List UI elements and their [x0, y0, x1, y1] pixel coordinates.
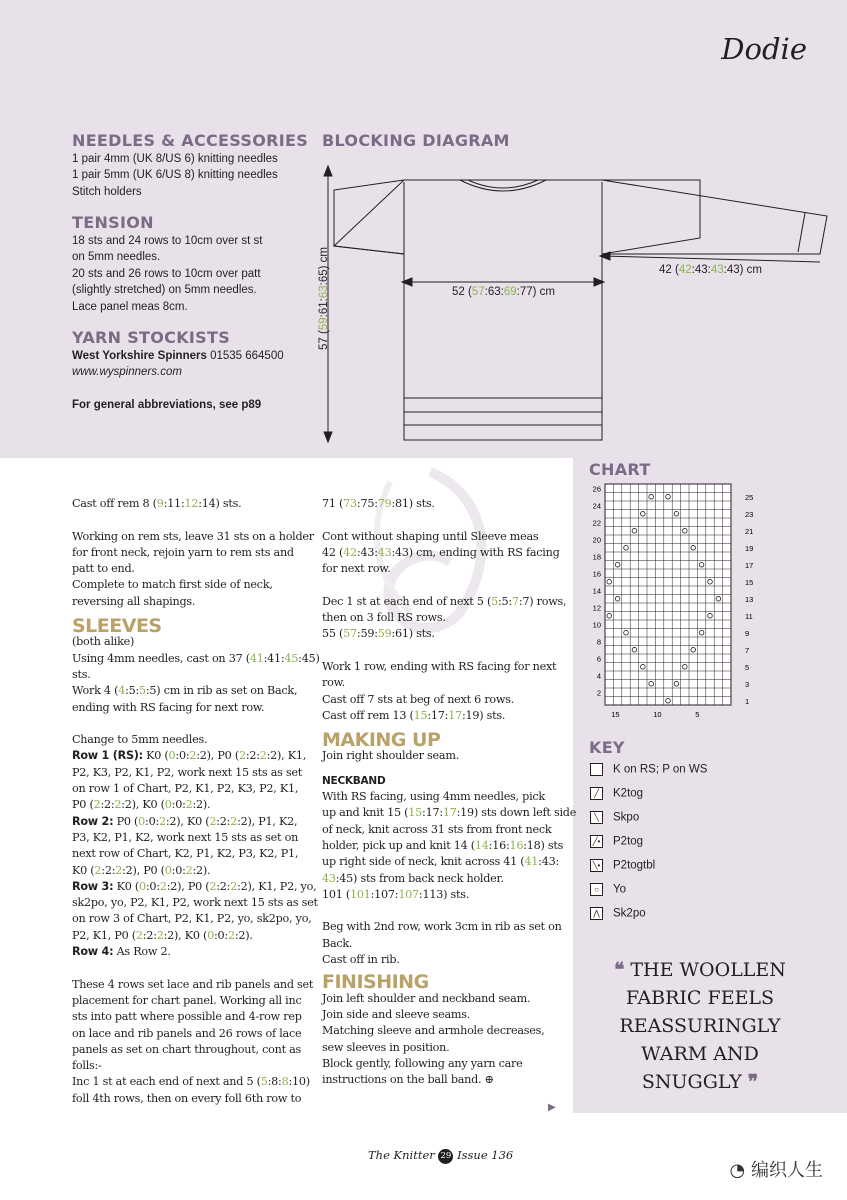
- chart-row-label: 17: [745, 560, 754, 570]
- empty-icon: [590, 763, 603, 776]
- text-line: P2, K1, P0 (2:2:2:2), K0 (0:0:2:2).: [72, 928, 253, 942]
- needles-list: [72, 151, 278, 200]
- text-line: Matching sleeve and armhole decreases,: [322, 1024, 545, 1038]
- yarn-company: West Yorkshire Spinners: [72, 350, 207, 362]
- text-line: 42 (42:43:43:43) cm, ending with RS facing: [322, 545, 560, 559]
- key-item-skpo: [590, 811, 639, 824]
- text-line: Work 4 (4:5:5:5) cm in rib as set on Back,: [72, 684, 298, 698]
- text-line: Row 4: As Row 2.: [72, 945, 171, 959]
- chart-col-label: 15: [611, 710, 620, 719]
- chart-col-label: 5: [695, 710, 700, 719]
- key-label: Yo: [613, 883, 627, 896]
- abbrev-note: For general abbreviations, see p89: [72, 399, 262, 411]
- text-line: Cont without shaping until Sleeve meas: [322, 529, 539, 543]
- chart-row-label: 8: [596, 637, 601, 647]
- text-line: Inc 1 st at each end of next and 5 (5:8:8:10): [72, 1075, 310, 1089]
- key-item-sk2po: [590, 907, 646, 920]
- text-line: instructions on the ball band. ⊕: [322, 1073, 494, 1087]
- k2tog-icon: ╱: [590, 787, 603, 800]
- sweater-outline: [334, 180, 827, 440]
- chart-row-label: 7: [745, 645, 750, 655]
- page-footer: [368, 1148, 513, 1164]
- tension-line: (slightly stretched) on 5mm needles.: [72, 284, 257, 297]
- paragraph: [72, 977, 320, 1107]
- finishing-heading: FINISHING: [322, 971, 429, 994]
- text-line: on row 3 of Chart, P2, K1, P2, yo, sk2po, yo,: [72, 912, 312, 926]
- key-label: P2tog: [613, 835, 644, 848]
- text-line: sew sleeves in position.: [322, 1040, 450, 1054]
- text-line: Row 3: K0 (0:0:2:2), P0 (2:2:2:2), K1, P2, yo,: [72, 879, 317, 893]
- needles-heading: NEEDLES & ACCESSORIES: [72, 131, 309, 150]
- chart-row-label: 26: [592, 484, 601, 494]
- chart-row-label: 18: [592, 552, 601, 562]
- sleeves-sub: (both alike): [72, 635, 135, 649]
- text-line: of neck, knit across 31 sts from front neck: [322, 822, 552, 836]
- text-line: then on 3 foll RS rows.: [322, 611, 446, 625]
- text-line: These 4 rows set lace and rib panels and set: [72, 977, 314, 991]
- text-line: Beg with 2nd row, work 3cm in rib as set on: [322, 920, 562, 934]
- blocking-diagram: [300, 150, 840, 450]
- text-line: row.: [322, 676, 345, 690]
- paragraph: [322, 789, 576, 903]
- key-label: Sk2po: [613, 907, 646, 920]
- chart-row-label: 16: [592, 569, 601, 579]
- text-line: P2, K3, P2, K1, P2, work next 15 sts as set: [72, 765, 303, 779]
- blocking-heading: BLOCKING DIAGRAM: [322, 131, 510, 150]
- text-line: Complete to match first side of neck,: [72, 578, 273, 592]
- text-line: on row 1 of Chart, P2, K1, P2, K3, P2, K1,: [72, 782, 299, 796]
- yarn-heading: YARN STOCKISTS: [72, 328, 231, 347]
- needles-line: 1 pair 4mm (UK 8/US 6) knitting needles: [72, 153, 278, 165]
- key-item-yo: [590, 883, 626, 896]
- chart-row-label: 6: [596, 654, 601, 664]
- chart-row-label: 13: [745, 594, 754, 604]
- paragraph: [72, 651, 320, 716]
- text-line: Row 1 (RS): K0 (0:0:2:2), P0 (2:2:2:2), K1,: [72, 749, 307, 763]
- chart-row-label: 1: [745, 696, 750, 706]
- magazine-name: The Knitter: [368, 1148, 435, 1162]
- needles-line: Stitch holders: [72, 185, 142, 198]
- change-needles: Change to 5mm needles.: [72, 733, 208, 747]
- text-line: up and knit 15 (15:17:17:19) sts down left side: [322, 806, 577, 820]
- tension-heading: TENSION: [72, 213, 154, 232]
- text-line: Row 2: P0 (0:0:2:2), K0 (2:2:2:2), P1, K2,: [72, 814, 298, 828]
- paragraph: [322, 659, 576, 724]
- chart-row-label: 23: [745, 509, 754, 519]
- tension-line: 20 sts and 26 rows to 10cm over patt: [72, 267, 261, 280]
- text-line: folls:-: [72, 1059, 102, 1073]
- needles-line: 1 pair 5mm (UK 6/US 8) knitting needles: [72, 169, 278, 182]
- key-item-p2togtbl: [590, 859, 655, 872]
- chart-row-label: 19: [745, 543, 754, 553]
- yarn-web-link[interactable]: www.wyspinners.com: [72, 366, 182, 378]
- close-quote-icon: ❞: [747, 1071, 759, 1093]
- key-heading: KEY: [589, 738, 625, 757]
- chart-row-label: 24: [592, 501, 601, 511]
- text-line: panels as set on chart throughout, cont as: [72, 1042, 302, 1056]
- text-line: Cast off rem 8 (9:11:12:14) sts.: [72, 497, 242, 510]
- continue-arrow-icon: ▶: [548, 1102, 556, 1113]
- sleeve-measurement: 42 (42:43:43:43) cm: [659, 264, 762, 276]
- skpo-icon: ╲: [590, 811, 603, 824]
- text-line: foll 4th rows, then on every foll 6th row to: [72, 1091, 302, 1105]
- chart-heading: CHART: [589, 460, 651, 479]
- text-line: Join left shoulder and neckband seam.: [322, 991, 531, 1005]
- tension-line: 18 sts and 24 rows to 10cm over st st: [72, 235, 263, 247]
- sk2po-icon: ⋀: [590, 907, 603, 920]
- text-line: sk2po, yo, P2, K1, P2, work next 15 sts as set: [72, 896, 318, 910]
- page-number: 29: [438, 1149, 453, 1164]
- tension-list: [72, 233, 262, 315]
- paragraph: [322, 919, 576, 968]
- wechat-icon: ◔: [729, 1160, 746, 1181]
- text-line: K0 (2:2:2:2), P0 (0:0:2:2).: [72, 863, 211, 877]
- chart-row-label: 14: [592, 586, 601, 596]
- neckband-heading: NECKBAND: [322, 774, 386, 787]
- key-label: P2togtbl: [613, 859, 656, 872]
- key-item-p2tog: [590, 835, 643, 848]
- chart-row-label: 25: [745, 492, 754, 502]
- text-line: 55 (57:59:59:61) sts.: [322, 627, 435, 641]
- width-measurement: 52 (57:63:69:77) cm: [452, 286, 555, 298]
- chart-row-label: 15: [745, 577, 754, 587]
- text-line: Work 1 row, ending with RS facing for next: [322, 659, 557, 673]
- text-line: placement for chart panel. Working all inc: [72, 993, 302, 1007]
- chart-row-label: 9: [745, 628, 750, 638]
- key-item-k2tog: [590, 787, 643, 800]
- text-line: reversing all shapings.: [72, 594, 196, 608]
- issue-number: Issue 136: [457, 1148, 514, 1162]
- text-line: ending with RS facing for next row.: [72, 700, 265, 714]
- chart-row-label: 11: [745, 611, 753, 621]
- text-line: P0 (2:2:2:2), K0 (0:0:2:2).: [72, 798, 211, 812]
- text-line: Cast off 7 sts at beg of next 6 rows.: [322, 692, 515, 706]
- yarn-company-line: [72, 348, 284, 364]
- text-line: sts.: [72, 667, 91, 681]
- text-line: 101 (101:107:107:113) sts.: [322, 887, 470, 901]
- chart-row-label: 21: [745, 526, 754, 536]
- text-line: sts into patt where possible and 4-row rep: [72, 1010, 302, 1024]
- chart-row-label: 5: [745, 662, 750, 672]
- chart-row-label: 3: [745, 679, 750, 689]
- p2togtbl-icon: ╲•: [590, 859, 603, 872]
- text-line: With RS facing, using 4mm needles, pick: [322, 790, 545, 804]
- key-label: Skpo: [613, 811, 640, 824]
- text-line: for next row.: [322, 562, 391, 576]
- chart-row-label: 12: [592, 603, 601, 613]
- text-line: 71 (73:75:79:81) sts.: [322, 497, 435, 510]
- making-up-text: Join right shoulder seam.: [322, 749, 460, 763]
- paragraph: [322, 529, 576, 578]
- instructions-column-2: [322, 496, 576, 1088]
- text-line: P3, K2, P1, K2, work next 15 sts as set on: [72, 830, 299, 844]
- pull-quote: ❝ THE WOOLLEN FABRIC FEELS REASSURINGLY WARM AND SNUGGLY ❞: [614, 959, 786, 1093]
- text-line: patt to end.: [72, 562, 135, 576]
- tension-line: Lace panel meas 8cm.: [72, 300, 188, 313]
- chart-row-label: 4: [596, 671, 601, 681]
- text-line: for front neck, rejoin yarn to rem sts and: [72, 545, 294, 559]
- pattern-title: Dodie: [721, 32, 807, 66]
- watermark: ◔ 编织人生: [729, 1160, 823, 1181]
- key-label: K on RS; P on WS: [613, 763, 708, 776]
- p2tog-icon: ╱•: [590, 835, 603, 848]
- chart-row-label: 20: [592, 535, 601, 545]
- yo-icon: ○: [590, 883, 603, 896]
- chart-row-label: 2: [596, 688, 601, 698]
- text-line: next row of Chart, K2, P1, K2, P3, K2, P1,: [72, 847, 299, 861]
- paragraph: [72, 748, 320, 960]
- text-line: Back.: [322, 936, 353, 950]
- tension-line: on 5mm needles.: [72, 251, 161, 264]
- text-line: holder, pick up and knit 14 (14:16:16:18) sts: [322, 838, 564, 852]
- open-quote-icon: ❝: [614, 959, 625, 981]
- paragraph: [72, 496, 320, 512]
- length-measurement: 57 (59:61:63:65) cm: [318, 247, 330, 350]
- lace-chart: [583, 480, 773, 730]
- paragraph: [322, 496, 576, 512]
- paragraph: [322, 594, 576, 643]
- key-item-empty: [590, 763, 707, 776]
- text-line: on lace and rib panels and 26 rows of lace: [72, 1026, 302, 1040]
- text-line: Using 4mm needles, cast on 37 (41:41:45:45): [72, 651, 320, 665]
- paragraph: [322, 991, 576, 1089]
- key-label: K2tog: [613, 787, 644, 800]
- making-up-heading: MAKING UP: [322, 729, 441, 752]
- text-line: 43:45) sts from back neck holder.: [322, 871, 504, 885]
- sleeves-heading: SLEEVES: [72, 615, 162, 638]
- paragraph: [72, 529, 320, 610]
- measure-arrows: [324, 166, 820, 442]
- text-line: Dec 1 st at each end of next 5 (5:5:7:7) rows,: [322, 594, 567, 608]
- chart-row-label: 22: [592, 518, 601, 528]
- chart-col-label: 10: [653, 710, 662, 719]
- text-line: Working on rem sts, leave 31 sts on a holder: [72, 529, 314, 543]
- text-line: up right side of neck, knit across 41 (41:43:: [322, 855, 559, 869]
- text-line: Cast off in rib.: [322, 953, 400, 967]
- yarn-phone: 01535 664500: [210, 350, 284, 362]
- instructions-column-1: [72, 496, 320, 1107]
- text-line: Join side and sleeve seams.: [322, 1007, 471, 1021]
- text-line: Block gently, following any yarn care: [322, 1056, 523, 1070]
- text-line: Cast off rem 13 (15:17:17:19) sts.: [322, 708, 506, 722]
- chart-row-label: 10: [592, 620, 601, 630]
